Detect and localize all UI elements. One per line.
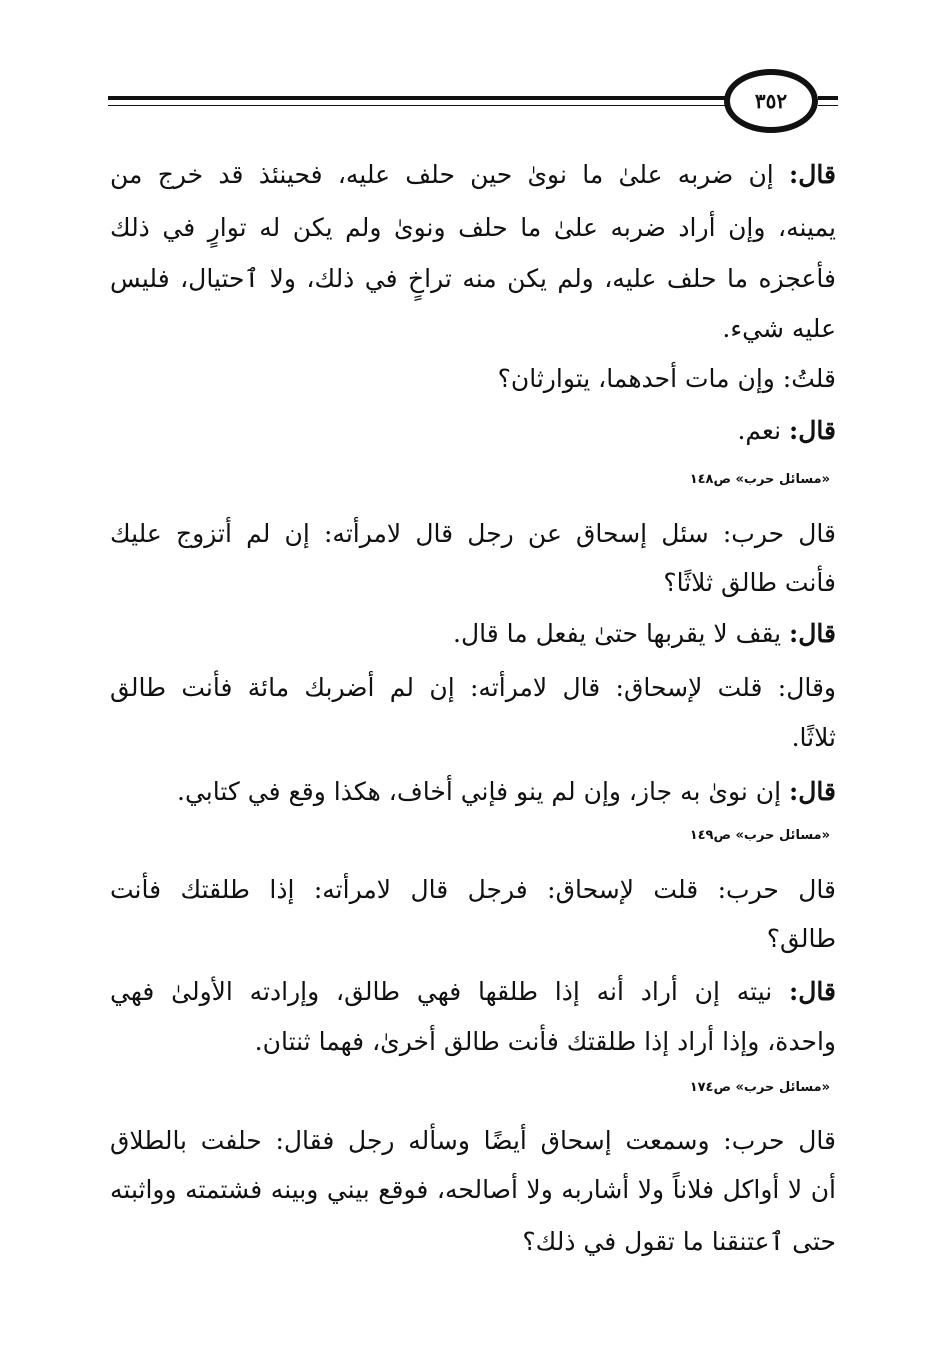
page-number: ٣٥٢ <box>754 89 788 113</box>
line-text: حتى ٱعتنقنا ما تقول في ذلك؟ <box>522 1227 836 1256</box>
line-text: فأنت طالق ثلاثًا؟ <box>663 568 836 597</box>
text-line <box>110 1022 836 1062</box>
qal-label: قال: <box>789 777 836 806</box>
text-line <box>110 1222 836 1262</box>
line-text: عليه شيء. <box>722 314 836 343</box>
line-text: وقال: قلت لإسحاق: قال لامرأته: إن لم أضربك مائة فأنت طالق <box>110 673 836 702</box>
qal-label: قال: <box>789 416 836 445</box>
line-text: يمينه، وإن أراد ضربه علىٰ ما حلف ونوىٰ ولم يكن له توارٍ في ذلك <box>110 213 836 242</box>
qal-label: قال: <box>789 160 836 189</box>
text-line <box>110 563 836 603</box>
text-line <box>110 259 836 299</box>
text-line <box>110 155 836 195</box>
line-text: قال حرب: قلت لإسحاق: فرجل قال لامرأته: إذا طلقتك فأنت <box>110 875 836 904</box>
text-line <box>110 411 836 451</box>
line-text: نعم. <box>737 416 790 445</box>
source-reference: «مسائل حرب» ص١٤٨ <box>689 472 830 487</box>
text-line <box>110 359 836 399</box>
text-line <box>110 870 836 910</box>
line-text: نيته إن أراد أنه إذا طلقها فهي طالق، وإرادته الأولىٰ فهي <box>110 977 790 1006</box>
line-text: طالق؟ <box>766 924 836 953</box>
text-line <box>110 718 836 758</box>
text-line <box>110 1121 836 1161</box>
line-text: إن نوىٰ به جاز، وإن لم ينو فإني أخاف، هكذا وقع في كتابي. <box>177 777 790 806</box>
line-text: قال حرب: وسمعت إسحاق أيضًا وسأله رجل فقال: حلفت بالطلاق <box>110 1126 836 1155</box>
page-number-badge <box>724 69 818 133</box>
text-line <box>110 614 836 654</box>
text-line <box>110 1170 836 1210</box>
text-line <box>110 772 836 812</box>
line-text: واحدة، وإذا أراد إذا طلقتك فأنت طالق أخرىٰ، فهما ثنتان. <box>254 1027 836 1056</box>
text-line <box>110 208 836 248</box>
header-rule-left <box>108 96 726 106</box>
line-text: قال حرب: سئل إسحاق عن رجل قال لامرأته: إن لم أتزوج عليك <box>110 519 836 548</box>
line-text: فأعجزه ما حلف عليه، ولم يكن منه تراخٍ في ذلك، ولا ٱحتيال، فليس <box>110 264 836 293</box>
text-line <box>110 309 836 349</box>
qal-label: قال: <box>789 619 836 648</box>
text-line <box>110 919 836 959</box>
header-rule-right <box>818 96 838 106</box>
line-text: قلتُ: وإن مات أحدهما، يتوارثان؟ <box>497 364 836 393</box>
source-reference: «مسائل حرب» ص١٤٩ <box>689 828 830 843</box>
text-line <box>110 972 836 1012</box>
text-line <box>110 668 836 708</box>
line-text: يقف لا يقربها حتىٰ يفعل ما قال. <box>453 619 790 648</box>
qal-label: قال: <box>789 977 836 1006</box>
line-text: إن ضربه علىٰ ما نوىٰ حين حلف عليه، فحينئذ قد خرج من <box>110 160 790 189</box>
line-text: ثلاثًا. <box>791 723 836 752</box>
text-line <box>110 514 836 554</box>
line-text: أن لا أواكل فلاناً ولا أشاربه ولا أصالحه، فوقع بيني وبينه فشتمته وواثبته <box>110 1175 836 1204</box>
source-reference: «مسائل حرب» ص١٧٤ <box>689 1080 830 1095</box>
